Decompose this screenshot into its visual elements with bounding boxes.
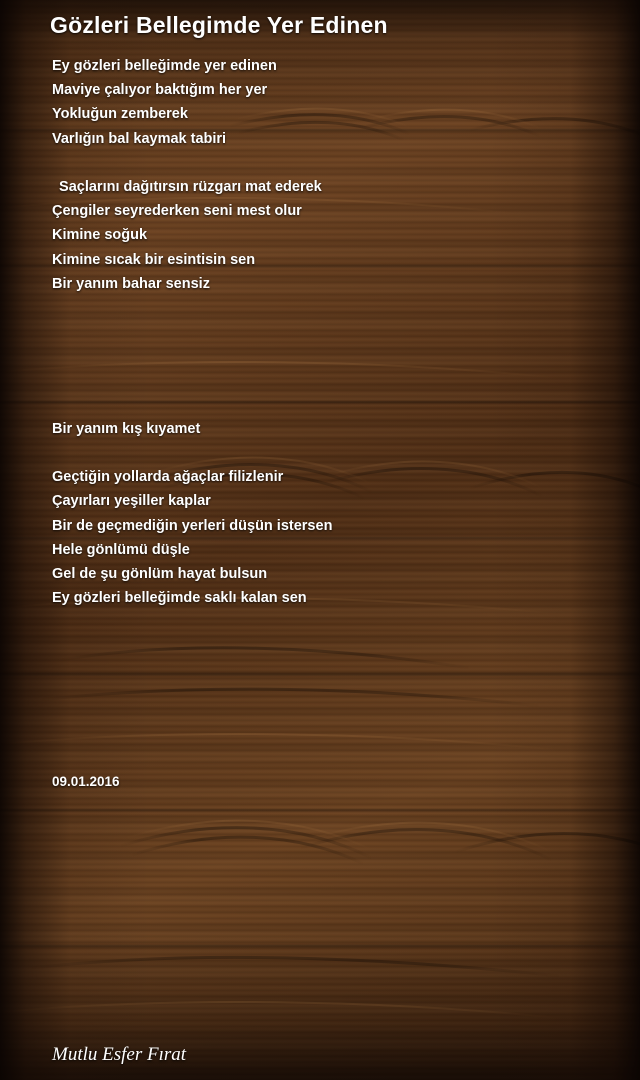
poem-line: Hele gönlümü düşle <box>52 541 190 558</box>
poem-line: Yokluğun zemberek <box>52 106 188 123</box>
poem-line: Bir yanım bahar sensiz <box>52 275 210 292</box>
poem-line: Çayırları yeşiller kaplar <box>52 493 211 510</box>
poem-line: Bir yanım kış kıyamet <box>52 420 201 437</box>
poem-line-blank <box>52 393 612 417</box>
poem-line: Geçtiğin yollarda ağaçlar filizlenir <box>52 469 284 486</box>
poem-line-blank <box>52 441 612 465</box>
poem-line: Saçlarını dağıtırsın rüzgarı mat ederek <box>55 178 322 195</box>
poem-line: Çengiler seyrederken seni mest olur <box>52 203 302 220</box>
poem-line-blank <box>52 151 612 175</box>
poem-line-blank <box>52 344 612 368</box>
poem-line: Kimine sıcak bir esintisin sen <box>52 251 256 268</box>
poem-line: Ey gözleri belleğimde saklı kalan sen <box>52 590 307 607</box>
poem-line: Ey gözleri belleğimde yer edinen <box>52 58 277 74</box>
poem-line-blank <box>52 296 612 320</box>
poem-line: Varlığın bal kaymak tabiri <box>52 130 227 147</box>
poem-body <box>52 54 612 610</box>
poem-line: Bir de geçmediğin yerleri düşün istersen <box>52 517 333 534</box>
poem-line-blank <box>52 320 612 344</box>
poem-line-blank <box>52 368 612 392</box>
poem-date: 09.01.2016 <box>52 774 120 789</box>
poem-line: Kimine soğuk <box>52 227 148 244</box>
poem-line: Gel de şu gönlüm hayat bulsun <box>52 565 268 582</box>
page-title: Gözleri Bellegimde Yer Edinen <box>50 12 388 38</box>
author-signature: Mutlu Esfer Fırat <box>52 1044 187 1065</box>
poem-line: Maviye çalıyor baktığım her yer <box>52 82 268 99</box>
